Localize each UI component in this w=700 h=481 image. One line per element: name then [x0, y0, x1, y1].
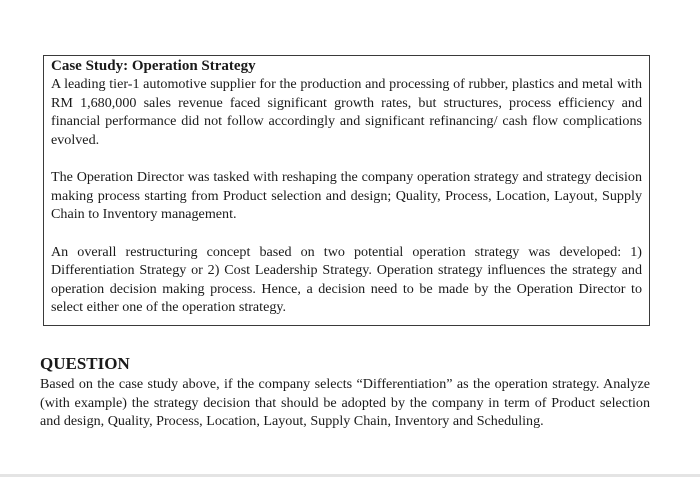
question-text: Based on the case study above, if the company selects “Differentiation” as the operation strategy. Analyze (with example) the strategy decision that should be adopted by the company in term of Product selection and design, Quality, Process, Location, Layout, Supply Chain, Inventory and Scheduling. — [40, 376, 650, 429]
case-study-paragraph-2: The Operation Director was tasked with reshaping the company operation strategy and strategy decision making process starting from Product selection and design; Quality, Process, Location, Layout, Supply Chain to Inventory management. — [51, 169, 642, 222]
case-study-title: Case Study: Operation Strategy — [51, 58, 256, 74]
bottom-divider — [0, 474, 700, 477]
case-study-box — [43, 55, 650, 326]
case-study-paragraph-3: An overall restructuring concept based on two potential operation strategy was developed: 1) Differentiation Strategy or 2) Cost Leadership Strategy. Operation strategy influences the strategy and operation decision making process. Hence, a decision need to be made by the Operation Director to select either one of the operation strategy. — [51, 243, 642, 315]
question-section — [40, 354, 650, 431]
question-heading: QUESTION — [40, 354, 130, 373]
case-study-paragraph-1: A leading tier-1 automotive supplier for the production and processing of rubber, plastics and metal with RM 1,680,000 sales revenue faced significant growth rates, but structures, process efficiency and financial performance did not follow accordingly and significant refinancing/ cash flow complications evolved. — [51, 76, 642, 148]
